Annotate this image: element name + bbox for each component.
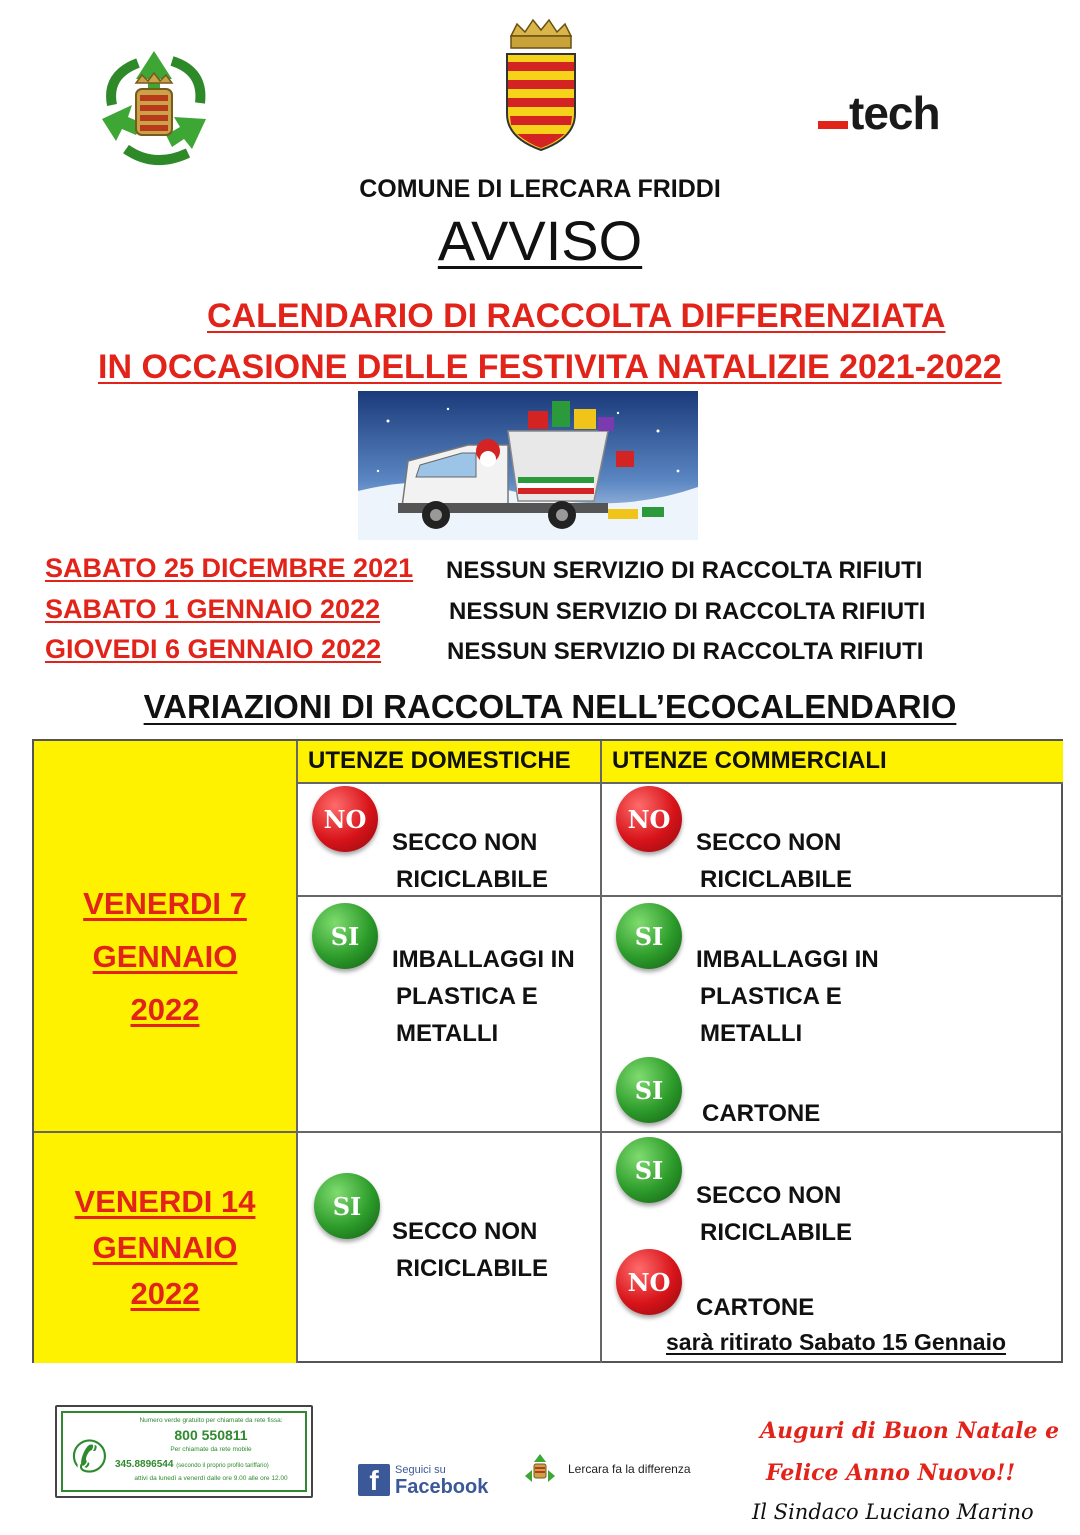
column-header-commerciali: UTENZE COMMERCIALI — [602, 741, 1063, 784]
facebook-icon: f — [358, 1464, 390, 1496]
waste-label: SECCO NON RICICLABILE — [392, 829, 548, 893]
waste-label: CARTONE — [696, 1294, 815, 1321]
date-line: VENERDI 7 — [83, 885, 247, 921]
date-line: VENERDI 14 — [74, 1184, 256, 1219]
waste-label: CARTONE — [702, 1100, 821, 1127]
date-line: 2022 — [130, 1276, 200, 1311]
headline-line-2: IN OCCASIONE DELLE FESTIVITA NATALIZIE 2021-2022 — [98, 348, 1002, 386]
cell-com-r1b — [602, 897, 1063, 1133]
green-line-3: attivi da lunedì a venerdì dalle ore 9.00 alle ore 12.00 — [134, 1475, 288, 1482]
date-cell-row1 — [34, 741, 298, 1133]
waste-label: SECCO NON RICICLABILE — [392, 1218, 548, 1282]
holiday-description: NESSUN SERVIZIO DI RACCOLTA RIFIUTI — [447, 638, 924, 665]
green-number-box — [55, 1405, 313, 1498]
mayor-signature: Il Sindaco Luciano Marino — [752, 1500, 1034, 1524]
green-line-2: Per chiamate da rete mobile — [170, 1446, 252, 1453]
holiday-date: SABATO 25 DICEMBRE 2021 — [45, 553, 414, 583]
waste-label: SECCO NON RICICLABILE — [696, 1182, 852, 1246]
waste-label: IMBALLAGGI IN PLASTICA E METALLI — [392, 946, 575, 1047]
column-header-domestiche: UTENZE DOMESTICHE — [298, 741, 602, 784]
no-badge-icon: NO — [616, 1249, 682, 1315]
facebook-small-text: Seguici su — [395, 1464, 446, 1476]
si-badge-icon: SI — [616, 903, 682, 969]
no-badge-icon: NO — [312, 786, 378, 852]
greeting-line-2: Felice Anno Nuovo!! — [766, 1460, 1016, 1486]
tech-logo: tech — [818, 86, 940, 140]
holiday-date: GIOVEDI 6 GENNAIO 2022 — [45, 634, 382, 664]
avviso-title: AVVISO — [437, 209, 643, 272]
facebook-label: Facebook — [395, 1476, 489, 1498]
comune-crest-logo — [503, 14, 579, 152]
collection-table — [32, 739, 1063, 1363]
si-badge-icon: SI — [312, 903, 378, 969]
headline-line-1: CALENDARIO DI RACCOLTA DIFFERENZIATA — [207, 297, 946, 335]
date-line: GENNAIO — [92, 938, 238, 974]
variazioni-title: VARIAZIONI DI RACCOLTA NELL’ECOCALENDARIO — [143, 688, 957, 725]
cell-dom-r1b — [298, 897, 602, 1133]
green-line-1: Numero verde gratuito per chiamate da rete fissa: — [139, 1417, 283, 1424]
holiday-description: NESSUN SERVIZIO DI RACCOLTA RIFIUTI — [449, 598, 926, 625]
cell-com-r2 — [602, 1133, 1063, 1363]
santa-truck-illustration — [358, 391, 698, 540]
recycle-crest-logo — [92, 45, 217, 170]
date-line: GENNAIO — [92, 1230, 238, 1265]
cell-com-r1a — [602, 784, 1063, 897]
pickup-note: sarà ritirato Sabato 15 Gennaio — [666, 1329, 1007, 1355]
holiday-description: NESSUN SERVIZIO DI RACCOLTA RIFIUTI — [446, 557, 923, 584]
si-badge-icon: SI — [314, 1173, 380, 1239]
holiday-row — [45, 594, 1005, 632]
date-line: 2022 — [130, 991, 200, 1027]
date-cell-row2 — [34, 1133, 298, 1363]
cell-dom-r1a — [298, 784, 602, 897]
green-mobile: 345.8896544 (secondo il proprio profilo tariffario) — [115, 1459, 269, 1470]
recycle-logo-small-icon — [522, 1452, 558, 1488]
comune-name: COMUNE DI LERCARA FRIDDI — [359, 175, 721, 203]
facebook-link[interactable] — [358, 1462, 488, 1498]
waste-label: SECCO NON RICICLABILE — [696, 829, 852, 893]
holiday-row — [45, 553, 1005, 591]
holiday-date: SABATO 1 GENNAIO 2022 — [45, 594, 381, 624]
phone-icon: ✆ — [71, 1433, 108, 1482]
cell-dom-r2 — [298, 1133, 602, 1363]
green-number: 800 550811 — [174, 1427, 248, 1443]
lercara-fa-la-differenza: Lercara fa la differenza — [568, 1462, 691, 1476]
waste-label: IMBALLAGGI IN PLASTICA E METALLI — [696, 946, 879, 1047]
greeting-line-1: Auguri di Buon Natale e — [760, 1418, 1060, 1444]
holiday-row — [45, 634, 1005, 672]
si-badge-icon: SI — [616, 1137, 682, 1203]
si-badge-icon: SI — [616, 1057, 682, 1123]
no-badge-icon: NO — [616, 786, 682, 852]
